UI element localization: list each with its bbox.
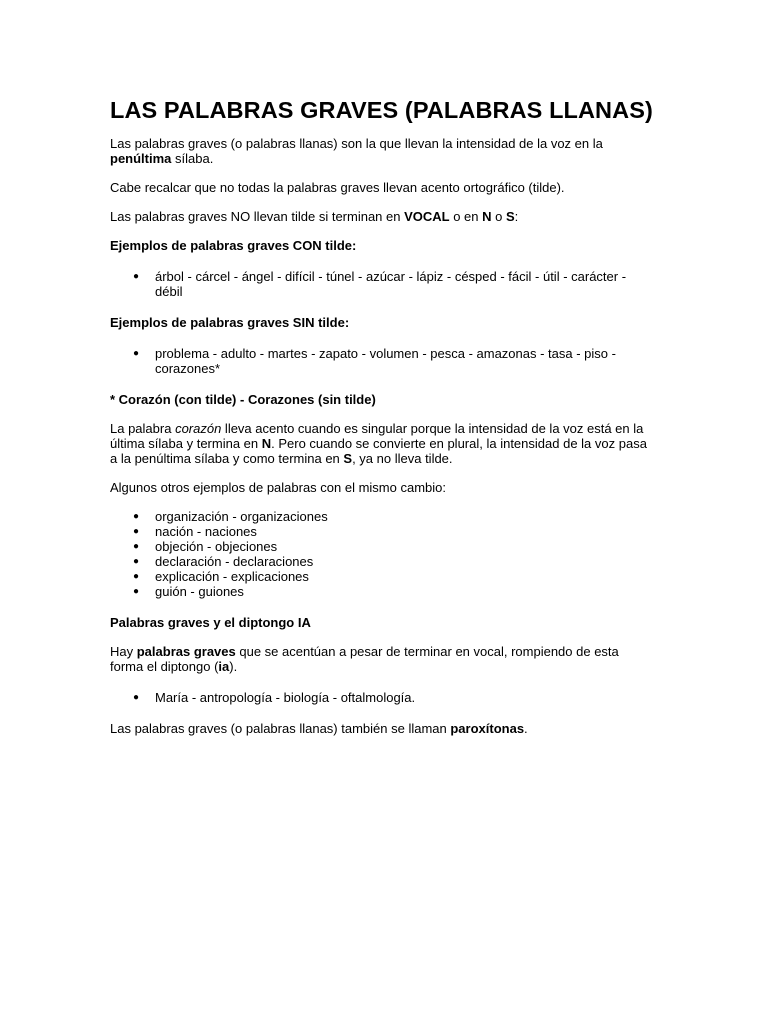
bullet-icon: ●: [132, 541, 140, 552]
diptongo-heading: Palabras graves y el diptongo IA: [110, 615, 311, 630]
list-item-text: organización - organizaciones: [155, 509, 328, 524]
diptongo-paragraph: [110, 644, 655, 674]
list-item: [110, 539, 655, 554]
list-item-text: problema - adulto - martes - zapato - volumen - pesca - amazonas - tasa - piso - corazones*: [155, 346, 616, 376]
bullet-icon: ●: [132, 586, 140, 597]
sin-tilde-list: [110, 346, 655, 376]
otros-ejemplos: Algunos otros ejemplos de palabras con el mismo cambio:: [110, 480, 447, 495]
list-item-text: árbol - cárcel - ángel - difícil - túnel - azúcar - lápiz - césped - fácil - útil - carácter - débil: [155, 269, 627, 299]
list-item: [110, 524, 655, 539]
list-item-text: declaración - declaraciones: [155, 554, 314, 569]
con-tilde-heading: Ejemplos de palabras graves CON tilde:: [110, 238, 357, 253]
closing-paragraph: [110, 721, 655, 736]
acento-note: Cabe recalcar que no todas la palabras graves llevan acento ortográfico (tilde).: [110, 180, 565, 195]
corazon-paragraph: [110, 421, 655, 466]
corazon-text-2: lleva acento cuando es singular porque la intensidad de la voz está en la última sílaba y termina en: [110, 421, 644, 451]
diptongo-ia: ia: [218, 659, 230, 674]
closing-period: .: [524, 721, 528, 736]
rule-text-3: o: [491, 209, 506, 224]
list-item: [110, 569, 655, 584]
intro-text-end: sílaba.: [171, 151, 214, 166]
diptongo-text-2: que se acentúan a pesar de terminar en vocal, rompiendo de esta forma el diptongo (: [110, 644, 619, 674]
corazon-heading: * Corazón (con tilde) - Corazones (sin tilde): [110, 392, 376, 407]
document-body: [110, 96, 655, 736]
corazon-n: N: [261, 436, 272, 451]
list-item: [110, 509, 655, 524]
bullet-icon: ●: [132, 271, 140, 282]
list-item: [110, 584, 655, 599]
list-item-text: María - antropología - biología - oftalmología.: [155, 690, 416, 705]
diptongo-emphasis: palabras graves: [136, 644, 236, 659]
bullet-icon: ●: [132, 556, 140, 567]
cambio-list: [110, 509, 655, 599]
list-item-text: nación - naciones: [155, 524, 257, 539]
rule-n: N: [482, 209, 492, 224]
list-item: [110, 346, 655, 376]
list-item-text: guión - guiones: [155, 584, 244, 599]
rule-colon: :: [514, 209, 519, 224]
bullet-icon: ●: [132, 511, 140, 522]
intro-paragraph: [110, 136, 655, 166]
corazon-text-4: , ya no lleva tilde.: [352, 451, 453, 466]
closing-text: Las palabras graves (o palabras llanas) también se llaman: [110, 721, 451, 736]
intro-text: Las palabras graves (o palabras llanas) son la que llevan la intensidad de la voz en la: [110, 136, 603, 151]
bullet-icon: ●: [132, 526, 140, 537]
corazon-word: corazón: [175, 421, 222, 436]
list-item: [110, 690, 655, 705]
bullet-icon: ●: [132, 571, 140, 582]
corazon-text-3: . Pero cuando se convierte en plural, la intensidad de la voz pasa a la penúltima sílaba y como termina en: [110, 436, 647, 466]
list-item-text: objeción - objeciones: [155, 539, 278, 554]
rule-vocal: VOCAL: [404, 209, 450, 224]
list-item-text: explicación - explicaciones: [155, 569, 309, 584]
bullet-icon: ●: [132, 348, 140, 359]
page-title: LAS PALABRAS GRAVES (PALABRAS LLANAS): [110, 97, 653, 123]
sin-tilde-heading: Ejemplos de palabras graves SIN tilde:: [110, 315, 350, 330]
rule-s: S: [505, 209, 515, 224]
rule-text: Las palabras graves NO llevan tilde si terminan en: [110, 209, 405, 224]
con-tilde-list: [110, 269, 655, 299]
corazon-s: S: [343, 451, 353, 466]
bullet-icon: ●: [132, 692, 140, 703]
diptongo-text-3: ).: [229, 659, 238, 674]
diptongo-text: Hay: [110, 644, 137, 659]
corazon-text: La palabra: [110, 421, 176, 436]
list-item: [110, 269, 655, 299]
rule-text-2: o en: [449, 209, 483, 224]
closing-emphasis: paroxítonas: [450, 721, 525, 736]
list-item: [110, 554, 655, 569]
rule-paragraph: [110, 209, 655, 224]
intro-emphasis: penúltima: [110, 151, 172, 166]
diptongo-list: [110, 690, 655, 705]
